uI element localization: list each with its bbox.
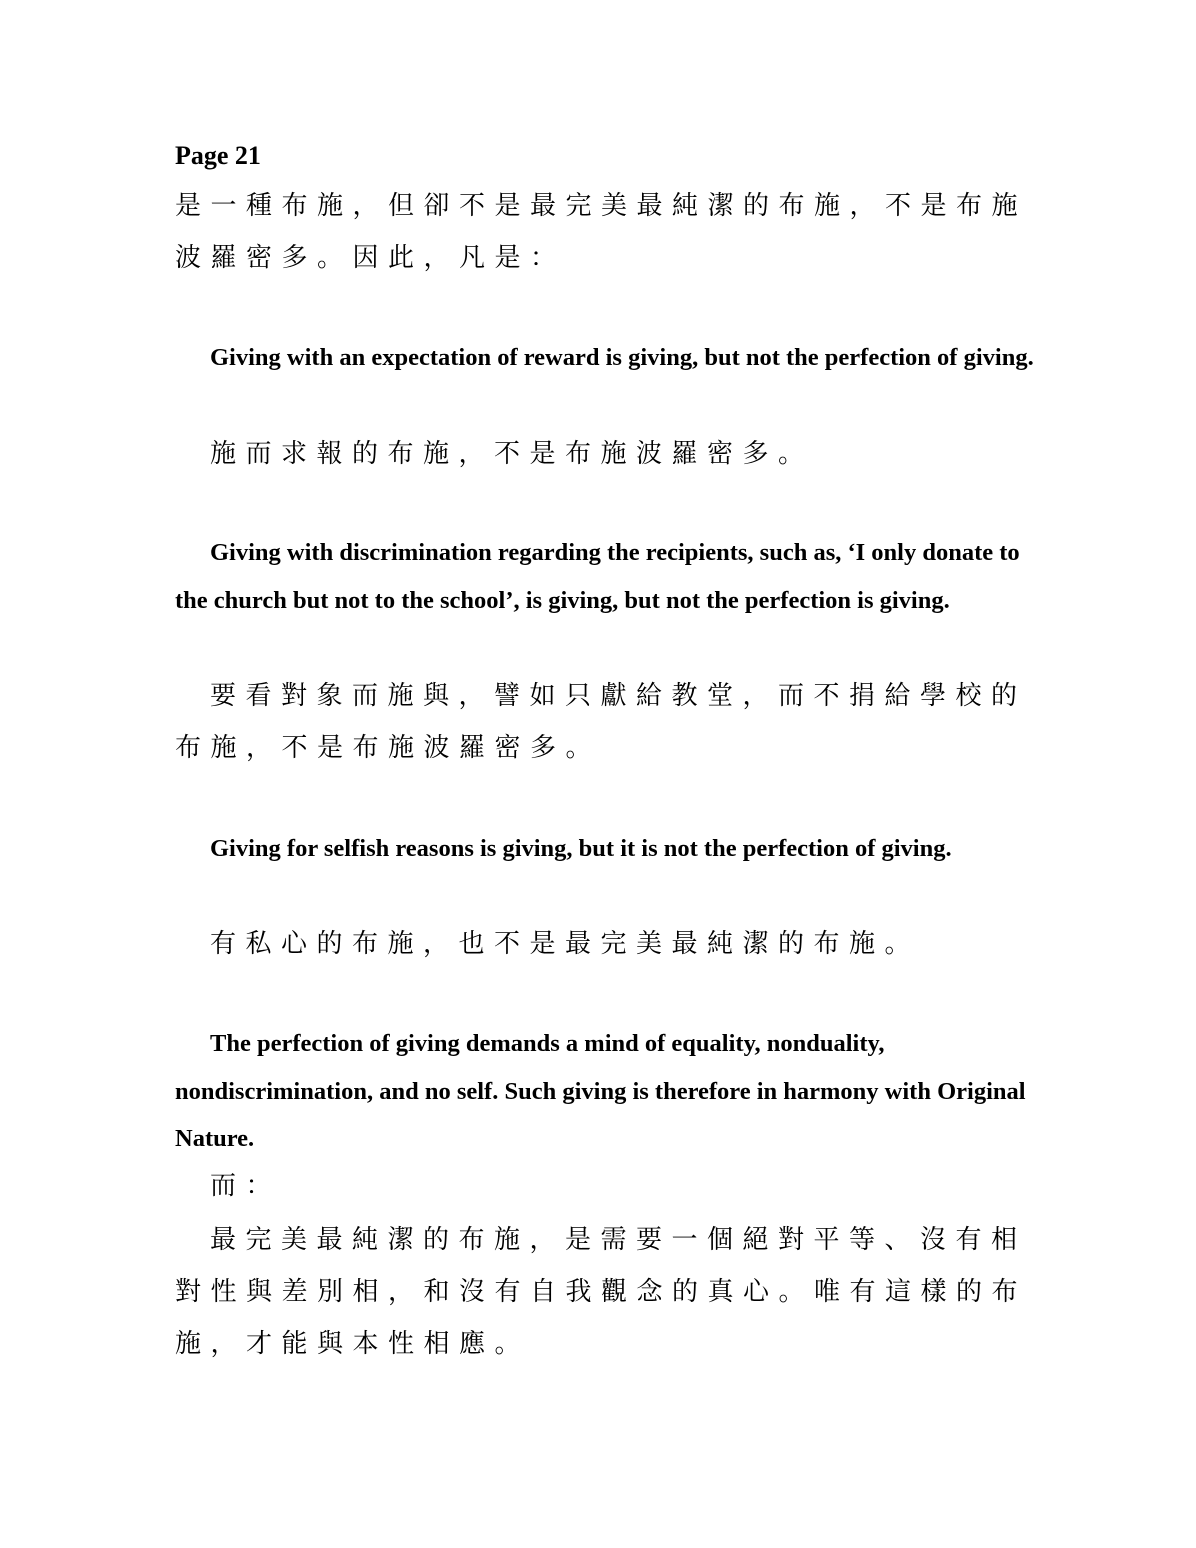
paragraph-4-chinese: 最完美最純潔的布施，是需要一個絕對平等、沒有相對性與差別相，和沒有自我觀念的真心。唯有這樣的布施，才能與本性相應。	[175, 1225, 1028, 1359]
paragraph-3-english: Giving for selfish reasons is giving, but it is not the perfection of giving.	[210, 835, 952, 862]
paragraph-2-chinese: 要看對象而施與，譬如只獻給教堂，而不捐給學校的布施，不是布施波羅密多。	[175, 681, 1027, 763]
paragraph-4-chinese-lead: 而：	[210, 1171, 282, 1201]
page-number: Page 21	[175, 141, 261, 170]
paragraph-4-english: The perfection of giving demands a mind of equality, nonduality, nondiscrimination, and no self. Such giving is therefore in harmony with Original Nature.	[175, 1030, 1026, 1152]
intro-chinese-paragraph: 是一種布施，但卻不是最完美最純潔的布施，不是布施波羅密多。因此，凡是：	[175, 191, 1028, 273]
paragraph-1-english: Giving with an expectation of reward is giving, but not the perfection of giving.	[210, 344, 1034, 371]
paragraph-2-english: Giving with discrimination regarding the recipients, such as, ‘I only donate to the church but not to the school’, is giving, but not the perfection is giving.	[175, 539, 1020, 614]
paragraph-3-chinese: 有私心的布施，也不是最完美最純潔的布施。	[210, 929, 921, 959]
paragraph-1-chinese: 施而求報的布施，不是布施波羅密多。	[210, 439, 814, 469]
